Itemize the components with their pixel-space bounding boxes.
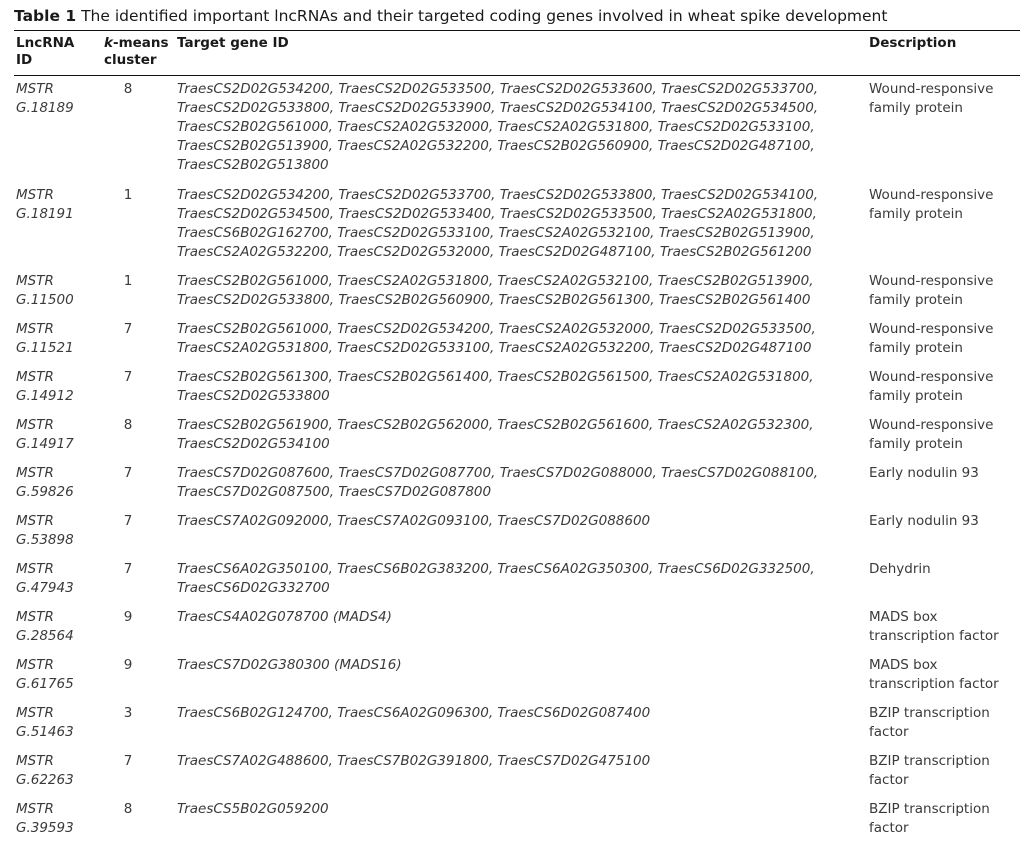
cell-kmeans-cluster: 3	[123, 705, 133, 721]
lncrna-id-line: MSTR	[16, 417, 54, 433]
lncrna-id-line: MSTR	[16, 513, 54, 529]
cell-target-genes	[177, 608, 777, 627]
cell-lncrna-id	[16, 512, 106, 550]
cell-description	[869, 464, 1021, 483]
target-gene-line: TraesCS2B02G513800	[177, 157, 329, 173]
target-gene-line: TraesCS2B02G561300, TraesCS2B02G561400, TraesCS2B02G561500, TraesCS2A02G531800,	[177, 369, 814, 385]
lncrna-id-line: MSTR	[16, 609, 54, 625]
cell-description	[869, 752, 1021, 790]
cell-target-genes	[177, 752, 777, 771]
description-line: transcription factor	[869, 676, 999, 692]
cell-lncrna-id	[16, 80, 106, 118]
description-line: family protein	[869, 388, 963, 404]
lncrna-id-line: G.18191	[16, 206, 74, 222]
cell-target-genes	[177, 416, 814, 454]
target-gene-line: TraesCS4A02G078700 (MADS4)	[177, 609, 392, 625]
target-gene-line: TraesCS7A02G092000, TraesCS7A02G093100, TraesCS7D02G088600	[177, 513, 651, 529]
lncrna-id-line: MSTR	[16, 465, 54, 481]
cell-lncrna-id	[16, 272, 106, 310]
description-line: Wound-responsive	[869, 187, 994, 203]
table-caption	[14, 6, 1024, 26]
cell-kmeans-cluster: 1	[123, 187, 133, 203]
description-line: family protein	[869, 206, 963, 222]
target-gene-line: TraesCS2D02G534200, TraesCS2D02G533700, TraesCS2D02G533800, TraesCS2D02G534100,	[177, 187, 819, 203]
description-line: MADS box	[869, 657, 938, 673]
cell-lncrna-id	[16, 656, 106, 694]
cell-lncrna-id	[16, 464, 106, 502]
target-gene-line: TraesCS7D02G087500, TraesCS7D02G087800	[177, 484, 492, 500]
lncrna-id-line: G.62263	[16, 772, 74, 788]
target-gene-line: TraesCS5B02G059200	[177, 801, 329, 817]
cell-lncrna-id	[16, 320, 106, 358]
target-gene-line: TraesCS6D02G332700	[177, 580, 330, 596]
lncrna-id-line: G.18189	[16, 100, 74, 116]
lncrna-id-line: MSTR	[16, 705, 54, 721]
description-line: BZIP transcription	[869, 753, 990, 769]
column-header-kmeans	[104, 35, 184, 69]
target-gene-line: TraesCS7D02G087600, TraesCS7D02G087700, TraesCS7D02G088000, TraesCS7D02G088100,	[177, 465, 819, 481]
cell-kmeans-cluster: 9	[123, 657, 133, 673]
cell-lncrna-id	[16, 368, 106, 406]
target-gene-line: TraesCS2A02G532200, TraesCS2D02G532000, TraesCS2D02G487100, TraesCS2B02G561200	[177, 244, 812, 260]
description-line: Early nodulin 93	[869, 465, 979, 481]
cell-description	[869, 416, 1021, 454]
cell-target-genes	[177, 80, 819, 175]
header-kmeans-k: k	[104, 35, 113, 51]
cell-description	[869, 368, 1021, 406]
lncrna-id-line: G.39593	[16, 820, 74, 836]
description-line: factor	[869, 820, 909, 836]
description-line: Wound-responsive	[869, 417, 994, 433]
cell-target-genes	[177, 512, 777, 531]
target-gene-line: TraesCS2D02G534100	[177, 436, 330, 452]
cell-target-genes	[177, 464, 819, 502]
cell-target-genes	[177, 800, 777, 819]
lncrna-id-line: MSTR	[16, 273, 54, 289]
cell-lncrna-id	[16, 608, 106, 646]
description-line: Dehydrin	[869, 561, 931, 577]
column-header-target: Target gene ID	[177, 35, 289, 51]
cell-description	[869, 80, 1021, 118]
description-line: Wound-responsive	[869, 81, 994, 97]
lncrna-id-line: MSTR	[16, 369, 54, 385]
target-gene-line: TraesCS2D02G533800, TraesCS2B02G560900, TraesCS2B02G561300, TraesCS2B02G561400	[177, 292, 811, 308]
cell-description	[869, 608, 1021, 646]
lncrna-id-line: G.11521	[16, 340, 74, 356]
cell-kmeans-cluster: 7	[123, 753, 133, 769]
lncrna-id-line: MSTR	[16, 321, 54, 337]
lncrna-id-line: G.59826	[16, 484, 74, 500]
description-line: family protein	[869, 436, 963, 452]
lncrna-id-line: G.14917	[16, 436, 74, 452]
description-line: Wound-responsive	[869, 321, 994, 337]
description-line: family protein	[869, 100, 963, 116]
cell-kmeans-cluster: 7	[123, 369, 133, 385]
description-line: family protein	[869, 340, 963, 356]
cell-kmeans-cluster: 8	[123, 417, 133, 433]
cell-target-genes	[177, 656, 777, 675]
description-line: family protein	[869, 292, 963, 308]
lncrna-id-line: MSTR	[16, 801, 54, 817]
table-top-rule	[14, 30, 1020, 31]
target-gene-line: TraesCS2D02G533800, TraesCS2D02G533900, TraesCS2D02G534100, TraesCS2D02G534500,	[177, 100, 819, 116]
description-line: Wound-responsive	[869, 273, 994, 289]
cell-description	[869, 320, 1021, 358]
cell-description	[869, 186, 1021, 224]
header-kmeans-rest: -means	[112, 35, 169, 51]
description-line: BZIP transcription	[869, 705, 990, 721]
lncrna-id-line: G.28564	[16, 628, 74, 644]
cell-description	[869, 800, 1021, 838]
lncrna-id-line: MSTR	[16, 81, 54, 97]
cell-target-genes	[177, 272, 814, 310]
header-lncrna-line2: ID	[16, 52, 33, 68]
cell-description	[869, 704, 1021, 742]
target-gene-line: TraesCS2B02G561900, TraesCS2B02G562000, TraesCS2B02G561600, TraesCS2A02G532300,	[177, 417, 814, 433]
cell-description	[869, 560, 1021, 579]
target-gene-line: TraesCS2D02G534200, TraesCS2D02G533500, TraesCS2D02G533600, TraesCS2D02G533700,	[177, 81, 819, 97]
cell-kmeans-cluster: 1	[123, 273, 133, 289]
lncrna-id-line: G.61765	[16, 676, 74, 692]
cell-kmeans-cluster: 7	[123, 321, 133, 337]
target-gene-line: TraesCS6B02G124700, TraesCS6A02G096300, TraesCS6D02G087400	[177, 705, 651, 721]
cell-target-genes	[177, 368, 814, 406]
lncrna-id-line: G.51463	[16, 724, 74, 740]
header-kmeans-line1	[104, 35, 184, 52]
table-caption-text: The identified important lncRNAs and their targeted coding genes involved in wheat spike development	[76, 7, 888, 25]
cell-description	[869, 656, 1021, 694]
lncrna-id-line: G.53898	[16, 532, 74, 548]
target-gene-line: TraesCS2B02G561000, TraesCS2A02G531800, TraesCS2A02G532100, TraesCS2B02G513900,	[177, 273, 814, 289]
cell-kmeans-cluster: 7	[123, 513, 133, 529]
cell-target-genes	[177, 704, 777, 723]
description-line: MADS box	[869, 609, 938, 625]
cell-kmeans-cluster: 7	[123, 465, 133, 481]
cell-lncrna-id	[16, 416, 106, 454]
cell-description	[869, 512, 1021, 531]
target-gene-line: TraesCS2A02G531800, TraesCS2D02G533100, TraesCS2A02G532200, TraesCS2D02G487100	[177, 340, 812, 356]
target-gene-line: TraesCS6B02G162700, TraesCS2D02G533100, TraesCS2A02G532100, TraesCS2B02G513900,	[177, 225, 815, 241]
header-lncrna-line1: LncRNA	[16, 35, 75, 51]
target-gene-line: TraesCS6A02G350100, TraesCS6B02G383200, TraesCS6A02G350300, TraesCS6D02G332500,	[177, 561, 815, 577]
target-gene-line: TraesCS7D02G380300 (MADS16)	[177, 657, 402, 673]
cell-target-genes	[177, 186, 819, 262]
cell-kmeans-cluster: 8	[123, 81, 133, 97]
table-caption-label: Table 1	[14, 7, 77, 25]
cell-target-genes	[177, 320, 816, 358]
target-gene-line: TraesCS7A02G488600, TraesCS7B02G391800, TraesCS7D02G475100	[177, 753, 651, 769]
cell-kmeans-cluster: 9	[123, 609, 133, 625]
cell-lncrna-id	[16, 704, 106, 742]
cell-lncrna-id	[16, 800, 106, 838]
cell-kmeans-cluster: 7	[123, 561, 133, 577]
description-line: factor	[869, 724, 909, 740]
lncrna-id-line: MSTR	[16, 561, 54, 577]
lncrna-id-line: MSTR	[16, 657, 54, 673]
lncrna-id-line: G.47943	[16, 580, 74, 596]
cell-lncrna-id	[16, 752, 106, 790]
description-line: Early nodulin 93	[869, 513, 979, 529]
lncrna-id-line: G.14912	[16, 388, 74, 404]
target-gene-line: TraesCS2B02G513900, TraesCS2A02G532200, TraesCS2B02G560900, TraesCS2D02G487100,	[177, 138, 815, 154]
cell-kmeans-cluster: 8	[123, 801, 133, 817]
description-line: BZIP transcription	[869, 801, 990, 817]
header-kmeans-line2: cluster	[104, 52, 157, 68]
table-header-rule	[14, 75, 1020, 76]
description-line: factor	[869, 772, 909, 788]
lncrna-id-line: MSTR	[16, 753, 54, 769]
column-header-description: Description	[869, 35, 957, 51]
cell-target-genes	[177, 560, 815, 598]
target-gene-line: TraesCS2D02G533800	[177, 388, 330, 404]
target-gene-line: TraesCS2D02G534500, TraesCS2D02G533400, TraesCS2D02G533500, TraesCS2A02G531800,	[177, 206, 817, 222]
lncrna-id-line: G.11500	[16, 292, 74, 308]
cell-lncrna-id	[16, 560, 106, 598]
description-line: Wound-responsive	[869, 369, 994, 385]
target-gene-line: TraesCS2B02G561000, TraesCS2D02G534200, TraesCS2A02G532000, TraesCS2D02G533500,	[177, 321, 816, 337]
description-line: transcription factor	[869, 628, 999, 644]
lncrna-id-line: MSTR	[16, 187, 54, 203]
cell-lncrna-id	[16, 186, 106, 224]
target-gene-line: TraesCS2B02G561000, TraesCS2A02G532000, TraesCS2A02G531800, TraesCS2D02G533100,	[177, 119, 815, 135]
column-header-lncrna-id	[16, 35, 96, 69]
cell-description	[869, 272, 1021, 310]
